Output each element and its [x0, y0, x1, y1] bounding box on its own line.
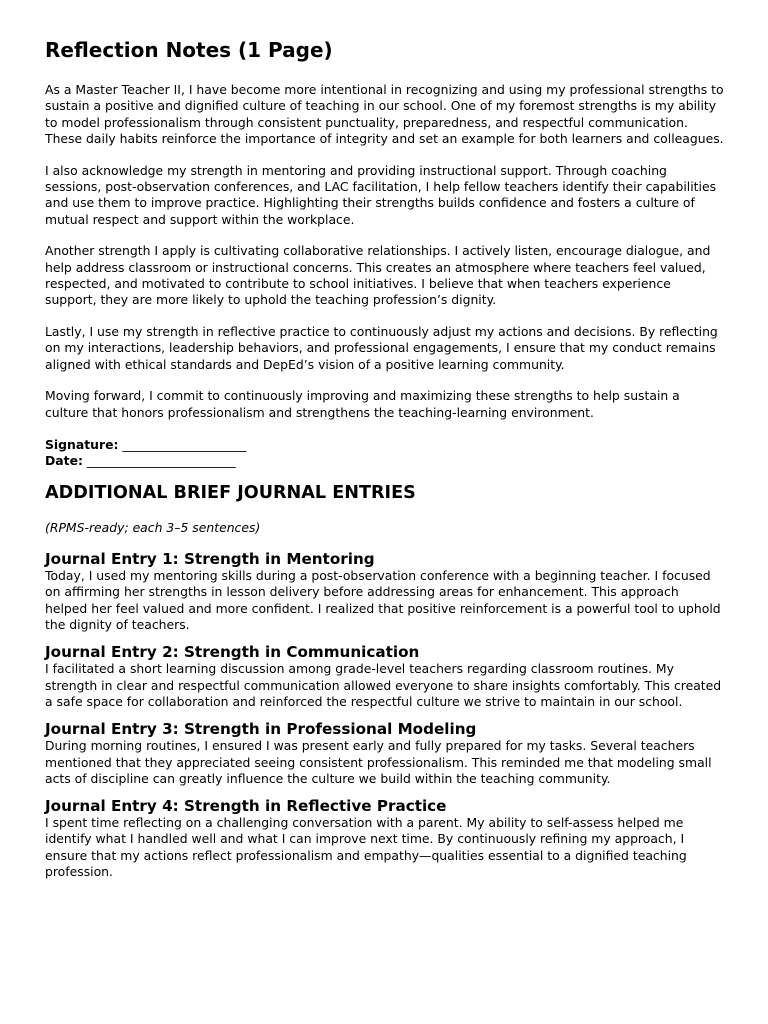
signature-blank: ____________________: [118, 436, 247, 452]
page-title: Reflection Notes (1 Page): [45, 38, 333, 62]
journal-entry-text: I facilitated a short learning discussion among grade-level teachers regarding classroom routines. My strength in clear and respectful communication allowed everyone to share insights comfortably. This created a safe space for collaboration and reinforced the respectful culture we strive to maintain in our school.: [45, 661, 722, 709]
journal-entry-title: Journal Entry 4: Strength in Reflective Practice: [45, 797, 447, 816]
section-heading: ADDITIONAL BRIEF JOURNAL ENTRIES: [45, 483, 416, 504]
journal-entry-text: Today, I used my mentoring skills during a post-observation conference with a beginning teacher. I focused on affirming her strengths in lesson delivery before addressing areas for enhancement. This approach helped her feel valued and more confident. I realized that positive reinforcement is a powerful tool to uphold the dignity of teachers.: [45, 568, 721, 633]
journal-entry-text: I spent time reflecting on a challenging conversation with a parent. My ability to self-assess helped me identify what I handled well and what I can improve next time. By continuously refining my approach, I ensure that my actions reflect professionalism and empathy—qualities essential to a dignified teaching profession.: [45, 815, 687, 879]
signature-label: Signature:: [45, 436, 119, 452]
signature-line: [45, 437, 724, 453]
paragraph-5: Moving forward, I commit to continuously improving and maximizing these strengths to help sustain a culture that honors professionalism and strengthens the teaching-learning environment.: [45, 388, 680, 420]
paragraph-2: I also acknowledge my strength in mentoring and providing instructional support. Through coaching sessions, post-observation conferences, and LAC facilitation, I help fellow teachers identify their capabilities and use them to improve practice. Highlighting their strengths builds confidence and fosters a culture of mutual respect and support within the workplace.: [45, 162, 717, 227]
journal-entry-title: Journal Entry 3: Strength in Professional Modeling: [45, 720, 477, 739]
date-line: [45, 453, 724, 469]
paragraph-1: As a Master Teacher II, I have become more intentional in recognizing and using my professional strengths to sustain a positive and dignified culture of teaching in our school. One of my foremost strengths is my ability to model professionalism through consistent punctuality, preparedness, and respectful communication. These daily habits reinforce the importance of integrity and set an example for both learners and colleagues.: [45, 82, 724, 146]
date-blank: ________________________: [82, 452, 236, 468]
date-label: Date:: [45, 452, 83, 468]
paragraph-3: Another strength I apply is cultivating collaborative relationships. I actively listen, encourage dialogue, and help address classroom or instructional concerns. This creates an atmosphere where teachers feel valued, respected, and motivated to contribute to school initiatives. I believe that when teachers experience support, they are more likely to uphold the teaching profession’s dignity.: [45, 243, 711, 308]
section-note: (RPMS-ready; each 3–5 sentences): [45, 520, 261, 536]
journal-entry-title: Journal Entry 2: Strength in Communication: [45, 643, 420, 662]
journal-entry-text: During morning routines, I ensured I was present early and fully prepared for my tasks. Several teachers mentioned that they appreciated seeing consistent professionalism. This reminded me that modeling small acts of discipline can greatly influence the culture we build within the teaching community.: [45, 738, 712, 786]
journal-entry-title: Journal Entry 1: Strength in Mentoring: [45, 550, 375, 569]
paragraph-4: Lastly, I use my strength in reflective practice to continuously adjust my actions and decisions. By reflecting on my interactions, leadership behaviors, and professional engagements, I ensure that my conduct remains aligned with ethical standards and DepEd’s vision of a positive learning community.: [45, 324, 718, 372]
